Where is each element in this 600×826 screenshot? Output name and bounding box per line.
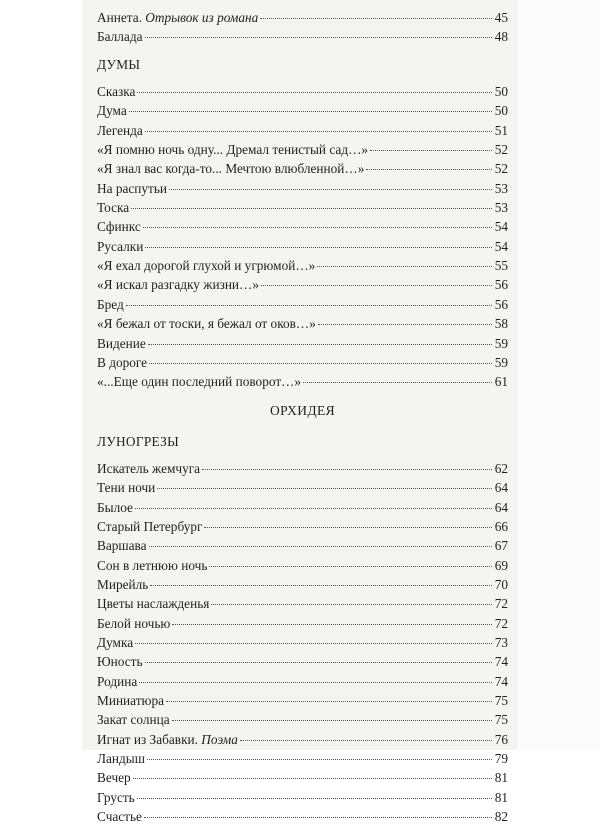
dot-leader <box>204 527 492 528</box>
dot-leader <box>129 111 492 112</box>
dot-leader <box>172 624 492 625</box>
toc-entry-page: 54 <box>494 219 508 235</box>
toc-entry-title: Юность <box>97 654 143 670</box>
toc-entry <box>97 768 508 787</box>
toc-group-dumy <box>97 82 508 392</box>
toc-entry-page: 64 <box>494 480 508 496</box>
toc-entry-page: 54 <box>494 238 508 254</box>
toc-entry-page: 61 <box>494 374 508 390</box>
dot-leader <box>149 546 492 547</box>
toc-entry-page: 67 <box>494 538 508 554</box>
toc-group-1 <box>97 8 508 47</box>
toc-entry <box>97 730 508 749</box>
toc-entry-page: 70 <box>494 576 508 592</box>
toc-entry <box>97 498 508 517</box>
toc-entry-page: 45 <box>494 10 508 25</box>
toc-entry-page: 75 <box>494 693 508 708</box>
toc-entry-title: Легенда <box>97 122 143 138</box>
toc-entry <box>97 237 508 256</box>
toc-entry-page: 51 <box>494 122 508 138</box>
toc-entry <box>97 314 508 333</box>
toc-entry <box>97 594 508 613</box>
toc-entry <box>97 691 508 710</box>
toc-entry-title: Искатель жемчуга <box>97 460 201 476</box>
toc-entry-title: Родина <box>97 673 138 689</box>
dot-leader <box>148 344 492 345</box>
toc-entry <box>97 478 508 497</box>
toc-entry <box>97 807 508 826</box>
toc-entry-title: На распутьи <box>97 180 168 196</box>
toc-entry <box>97 788 508 807</box>
dot-leader <box>202 469 492 470</box>
toc-entry-title: Ландыш <box>97 751 145 767</box>
dot-leader <box>317 266 492 267</box>
toc-entry-title: Думка <box>97 634 134 650</box>
toc-entry-title: Сфинкс <box>97 219 141 235</box>
toc-entry-title: Тоска <box>97 200 130 216</box>
toc-entry-page: 75 <box>494 712 508 728</box>
toc-entry-title: Миниатюра <box>97 693 165 708</box>
dot-leader <box>149 363 492 364</box>
toc-entry <box>97 556 508 575</box>
toc-entry <box>97 633 508 652</box>
toc-entry <box>97 198 508 217</box>
toc-entry-subtitle: Поэма <box>201 731 238 747</box>
section-heading-dumy: ДУМЫ <box>97 56 141 72</box>
toc-entry-title: Сон в летнюю ночь <box>97 557 208 573</box>
dot-leader <box>133 778 492 779</box>
toc-entry-title: Цветы наслажденья <box>97 596 210 612</box>
toc-entry-page: 53 <box>494 200 508 216</box>
table-of-contents <box>97 8 508 826</box>
toc-entry-page: 79 <box>494 751 508 767</box>
dot-leader <box>260 18 492 19</box>
toc-entry-page: 53 <box>494 180 508 196</box>
toc-entry <box>97 27 508 46</box>
toc-entry <box>97 256 508 275</box>
toc-entry-title: «Я помню ночь одну... Дремал тенистый сад…» <box>97 142 369 158</box>
dot-leader <box>318 324 492 325</box>
toc-entry <box>97 121 508 140</box>
toc-entry-page: 55 <box>494 258 508 274</box>
toc-entry <box>97 614 508 633</box>
dot-leader <box>145 247 492 248</box>
toc-entry <box>97 459 508 478</box>
toc-entry <box>97 672 508 691</box>
toc-entry-page: 82 <box>494 809 508 825</box>
toc-group-lunogrezy <box>97 459 508 826</box>
toc-entry-title: В дороге <box>97 354 148 370</box>
toc-entry <box>97 295 508 314</box>
toc-entry <box>97 536 508 555</box>
toc-entry <box>97 353 508 372</box>
toc-entry <box>97 710 508 729</box>
section-heading-lunogrezy: ЛУНОГРЕЗЫ <box>97 433 179 449</box>
toc-entry-title: Вечер <box>97 770 131 786</box>
toc-entry-title: Варшава <box>97 538 147 554</box>
toc-entry-page: 73 <box>494 634 508 650</box>
toc-entry-title: Закат солнца <box>97 712 170 728</box>
toc-entry-page: 56 <box>494 296 508 312</box>
toc-entry-page: 52 <box>494 161 508 177</box>
toc-entry-page: 56 <box>494 277 508 293</box>
toc-entry-title: «Я ехал дорогой глухой и угрюмой…» <box>97 258 316 274</box>
toc-entry-page: 66 <box>494 518 508 534</box>
toc-entry-title: Аннета. Отрывок из романа <box>97 10 259 25</box>
dot-leader <box>145 662 492 663</box>
dot-leader <box>303 382 492 383</box>
toc-entry <box>97 101 508 120</box>
toc-entry-page: 52 <box>494 142 508 158</box>
toc-entry-title: Тени ночи <box>97 480 156 496</box>
toc-entry <box>97 217 508 236</box>
toc-entry-page: 81 <box>494 789 508 805</box>
toc-entry <box>97 517 508 536</box>
toc-entry <box>97 372 508 391</box>
dot-leader <box>131 208 492 209</box>
dot-leader <box>240 740 492 741</box>
toc-entry-title: Сказка <box>97 84 136 100</box>
toc-entry-title: Баллада <box>97 29 143 45</box>
toc-entry-page: 72 <box>494 596 508 612</box>
toc-entry-page: 69 <box>494 557 508 573</box>
toc-entry-page: 81 <box>494 770 508 786</box>
page-margin <box>518 0 600 750</box>
dot-leader <box>145 37 493 38</box>
dot-leader <box>145 131 492 132</box>
toc-entry <box>97 8 508 27</box>
part-title-orkhideya: ОРХИДЕЯ <box>269 402 336 418</box>
dot-leader <box>137 92 492 93</box>
toc-entry-page: 76 <box>494 731 508 747</box>
toc-entry-page: 48 <box>494 29 508 45</box>
toc-entry <box>97 575 508 594</box>
toc-entry-title: Былое <box>97 499 133 515</box>
toc-entry-page: 59 <box>494 335 508 351</box>
dot-leader <box>150 585 492 586</box>
toc-entry <box>97 159 508 178</box>
dot-leader <box>366 169 492 170</box>
dot-leader <box>157 488 492 489</box>
toc-entry-page: 59 <box>494 354 508 370</box>
toc-entry-title: Белой ночью <box>97 615 171 631</box>
toc-entry-title: «Я знал вас когда-то... Мечтою влюбленной…» <box>97 161 365 177</box>
toc-entry-title: Грусть <box>97 789 135 805</box>
toc-entry <box>97 179 508 198</box>
toc-entry-title: Счастье <box>97 809 142 825</box>
dot-leader <box>135 508 492 509</box>
toc-entry-page: 62 <box>494 460 508 476</box>
toc-entry <box>97 652 508 671</box>
dot-leader <box>211 604 492 605</box>
dot-leader <box>261 285 492 286</box>
toc-entry-title: Игнат из Забавки. Поэма <box>97 731 238 747</box>
dot-leader <box>126 305 492 306</box>
dot-leader <box>143 227 492 228</box>
toc-entry-title: Мирейль <box>97 576 149 592</box>
toc-entry-page: 64 <box>494 499 508 515</box>
toc-entry-title: Русалки <box>97 238 144 254</box>
toc-entry <box>97 334 508 353</box>
dot-leader <box>135 643 492 644</box>
toc-entry-page: 50 <box>494 84 508 100</box>
toc-entry-title: Видение <box>97 335 146 351</box>
toc-entry-title: Дума <box>97 103 127 119</box>
toc-entry-subtitle: Отрывок из романа <box>145 10 259 25</box>
dot-leader <box>209 566 492 567</box>
toc-entry <box>97 749 508 768</box>
toc-entry-page: 74 <box>494 673 508 689</box>
toc-entry-page: 58 <box>494 316 508 332</box>
dot-leader <box>169 189 492 190</box>
dot-leader <box>144 817 492 818</box>
toc-entry-title: Бред <box>97 296 124 312</box>
dot-leader <box>137 798 492 799</box>
dot-leader <box>166 701 492 702</box>
toc-entry <box>97 82 508 101</box>
toc-entry <box>97 275 508 294</box>
toc-entry-page: 74 <box>494 654 508 670</box>
dot-leader <box>370 150 492 151</box>
toc-entry-title: «Я искал разгадку жизни…» <box>97 277 259 293</box>
toc-entry-title: «...Еще один последний поворот…» <box>97 374 302 390</box>
toc-entry <box>97 140 508 159</box>
toc-entry-page: 72 <box>494 615 508 631</box>
toc-entry-title: Старый Петербург <box>97 518 203 534</box>
toc-entry-page: 50 <box>494 103 508 119</box>
dot-leader <box>139 682 492 683</box>
dot-leader <box>147 759 492 760</box>
dot-leader <box>172 720 492 721</box>
toc-entry-title: «Я бежал от тоски, я бежал от оков…» <box>97 316 316 332</box>
